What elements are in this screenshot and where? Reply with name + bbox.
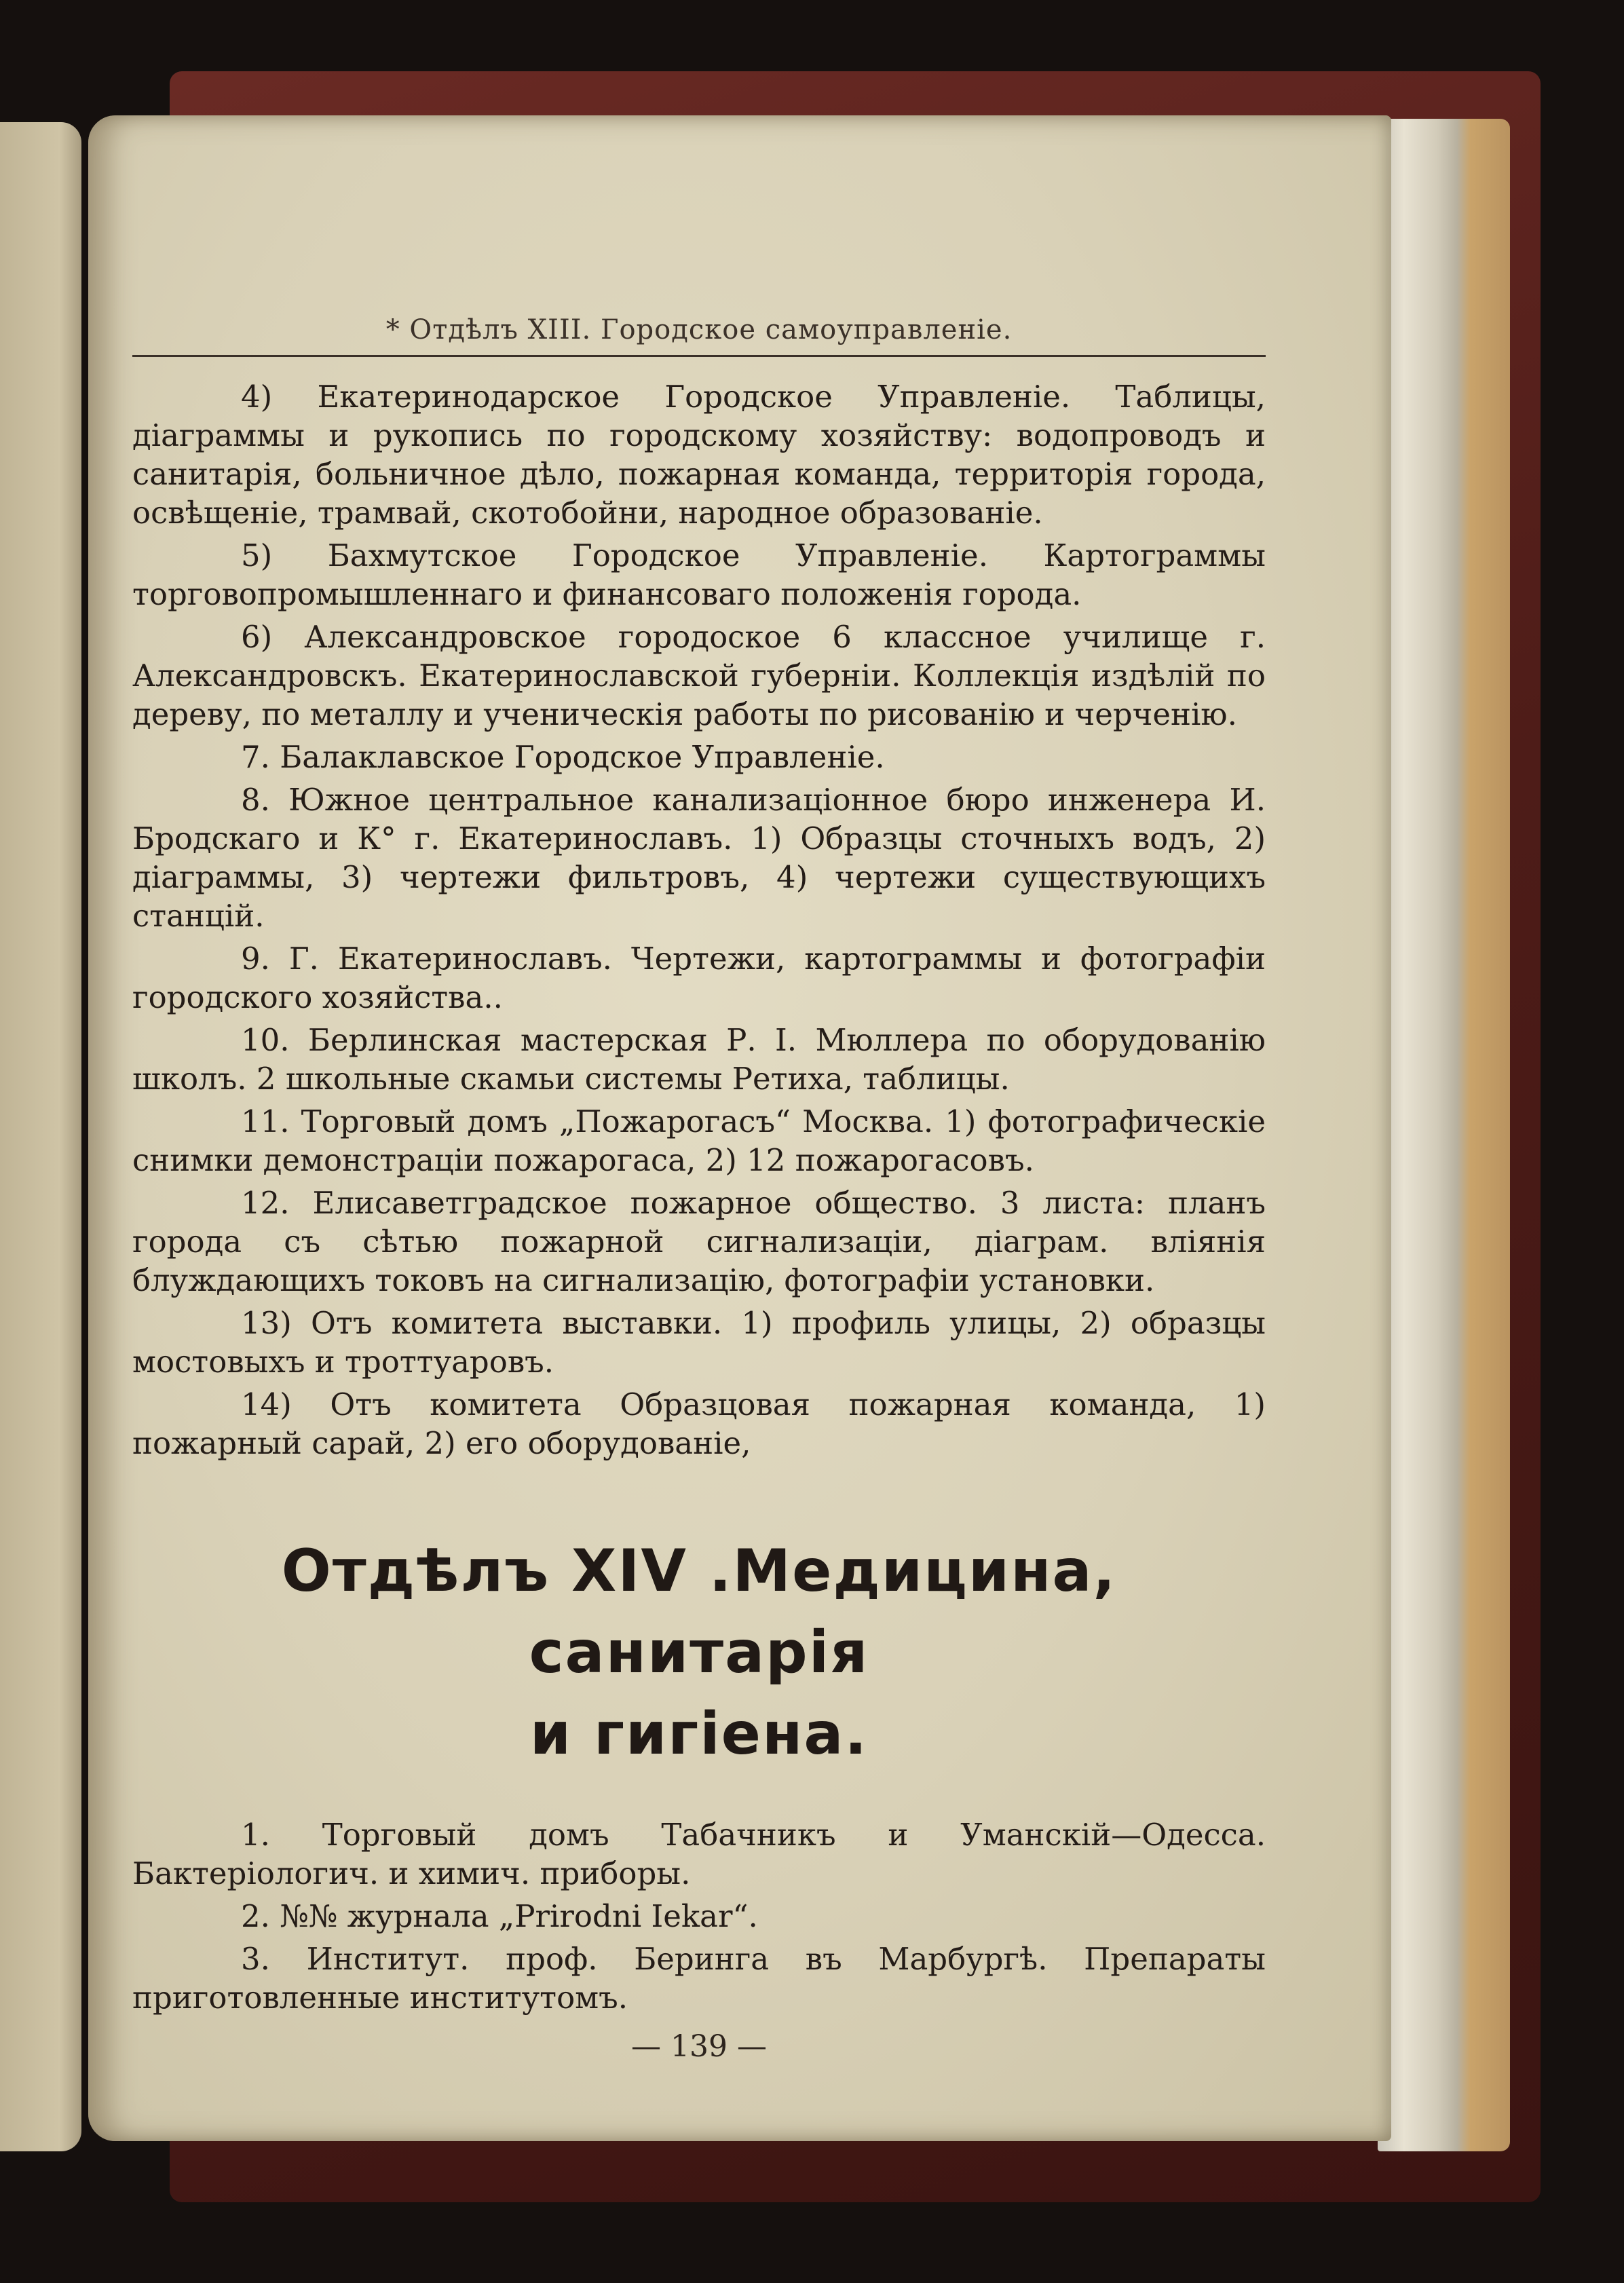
page-content — [132, 314, 1266, 2021]
entry-4: 4) Екатеринодарское Городское Управленіе. Таблицы, діаграммы и рукопись по городскому хозяйству: водопроводъ и санитарія, больничное дѣло, пожарная команда, территорія города, освѣщеніе, трамвай, скотобойни, народное образованіе. — [132, 379, 1266, 531]
entry-8: 8. Южное центральное канализаціонное бюро инженера И. Бродскаго и К° г. Екатеринославъ. 1) Образцы сточныхъ водъ, 2) діаграммы, 3) чертежи фильтровъ, 4) чертежи существующихъ станцій. — [132, 782, 1266, 934]
header-rule — [132, 355, 1266, 357]
section-entry-1: 1. Торговый домъ Табачникъ и Уманскій—Одесса. Бактеріологич. и химич. приборы. — [132, 1817, 1266, 1891]
section-entry-3: 3. Институт. проф. Беринга въ Марбургѣ. Препараты приготовленные институтомъ. — [132, 1941, 1266, 2016]
running-head: * Отдѣлъ XIII. Городское самоуправленіе. — [385, 314, 1013, 345]
entry-7: 7. Балаклавское Городское Управленіе. — [241, 739, 885, 775]
page-edges — [1378, 119, 1510, 2151]
entry-13: 13) Отъ комитета выставки. 1) профиль улицы, 2) образцы мостовыхъ и троттуаровъ. — [132, 1305, 1266, 1380]
section-title — [132, 1530, 1266, 1775]
page-number: — 139 — — [631, 2029, 767, 2064]
section-entry-2: 2. №№ журнала „Prirodni Iekar“. — [241, 1898, 758, 1934]
entry-5: 5) Бахмутское Городское Управленіе. Картограммы торговопромышленнаго и финансоваго положенія города. — [132, 537, 1266, 612]
entry-14: 14) Отъ комитета Образцовая пожарная команда, 1) пожарный сарай, 2) его оборудованіе, — [132, 1386, 1266, 1461]
entry-6: 6) Александровское городоское 6 классное училище г. Александровскъ. Екатеринославской губерніи. Коллекція издѣлій по дереву, по металлу и ученическія работы по рисованію и черченію. — [132, 619, 1266, 732]
entry-11: 11. Торговый домъ „Пожарогасъ“ Москва. 1) фотографическіе снимки демонстраціи пожарогаса, 2) 12 пожарогасовъ. — [132, 1103, 1266, 1178]
facing-page-edge — [0, 122, 81, 2151]
entry-9: 9. Г. Екатеринославъ. Чертежи, картограммы и фотографіи городского хозяйства.. — [132, 941, 1266, 1015]
entry-10: 10. Берлинская мастерская Р. І. Мюллера по оборудованію школъ. 2 школьные скамьи системы Ретиха, таблицы. — [132, 1022, 1266, 1097]
entry-12: 12. Елисаветградское пожарное общество. 3 листа: планъ города съ сѣтью пожарной сигнализаціи, діаграм. вліянія блуждающихъ токовъ на сигнализацію, фотографіи установки. — [132, 1185, 1266, 1298]
section-title-line-2: и гигіена. — [529, 1700, 869, 1768]
section-title-line-1: Отдѣлъ XIV .Медицина, санитарія — [281, 1537, 1117, 1686]
